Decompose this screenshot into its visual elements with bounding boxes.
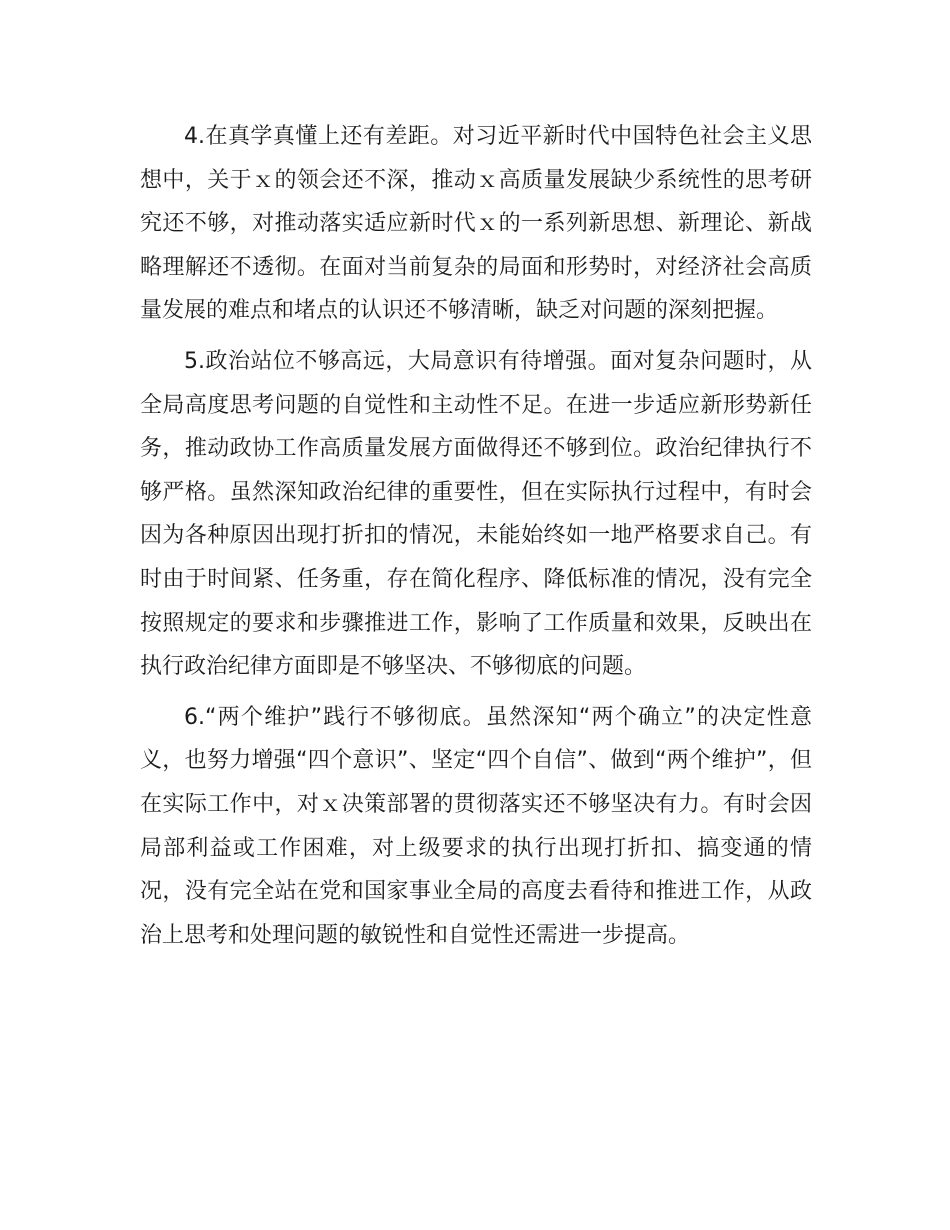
- document-body: [140, 115, 812, 957]
- paragraph-4: 4.在真学真懂上还有差距。对习近平新时代中国特色社会主义思想中，关于ｘ的领会还不深，推动ｘ高质量发展缺少系统性的思考研究还不够，对推动落实适应新时代ｘ的一系列新思想、新理论、新战略理解还不透彻。在面对当前复杂的局面和形势时，对经济社会高质量发展的难点和堵点的认识还不够清晰，缺乏对问题的深刻把握。: [140, 124, 812, 324]
- paragraph-6: 6.“两个维护”践行不够彻底。虽然深知“两个确立”的决定性意义，也努力增强“四个意识”、坚定“四个自信”、做到“两个维护”，但在实际工作中，对ｘ决策部署的贯彻落实还不够坚决有力。有时会因局部利益或工作困难，对上级要求的执行出现打折扣、搞变通的情况，没有完全站在党和国家事业全局的高度去看待和推进工作，从政治上思考和处理问题的敏锐性和自觉性还需进一步提高。: [140, 704, 812, 948]
- paragraph-5: 5.政治站位不够高远，大局意识有待增强。面对复杂问题时，从全局高度思考问题的自觉性和主动性不足。在进一步适应新形势新任务，推动政协工作高质量发展方面做得还不够到位。政治纪律执行不够严格。虽然深知政治纪律的重要性，但在实际执行过程中，有时会因为各种原因出现打折扣的情况，未能始终如一地严格要求自己。有时由于时间紧、任务重，存在简化程序、降低标准的情况，没有完全按照规定的要求和步骤推进工作，影响了工作质量和效果，反映出在执行政治纪律方面即是不够坚决、不够彻底的问题。: [140, 348, 812, 680]
